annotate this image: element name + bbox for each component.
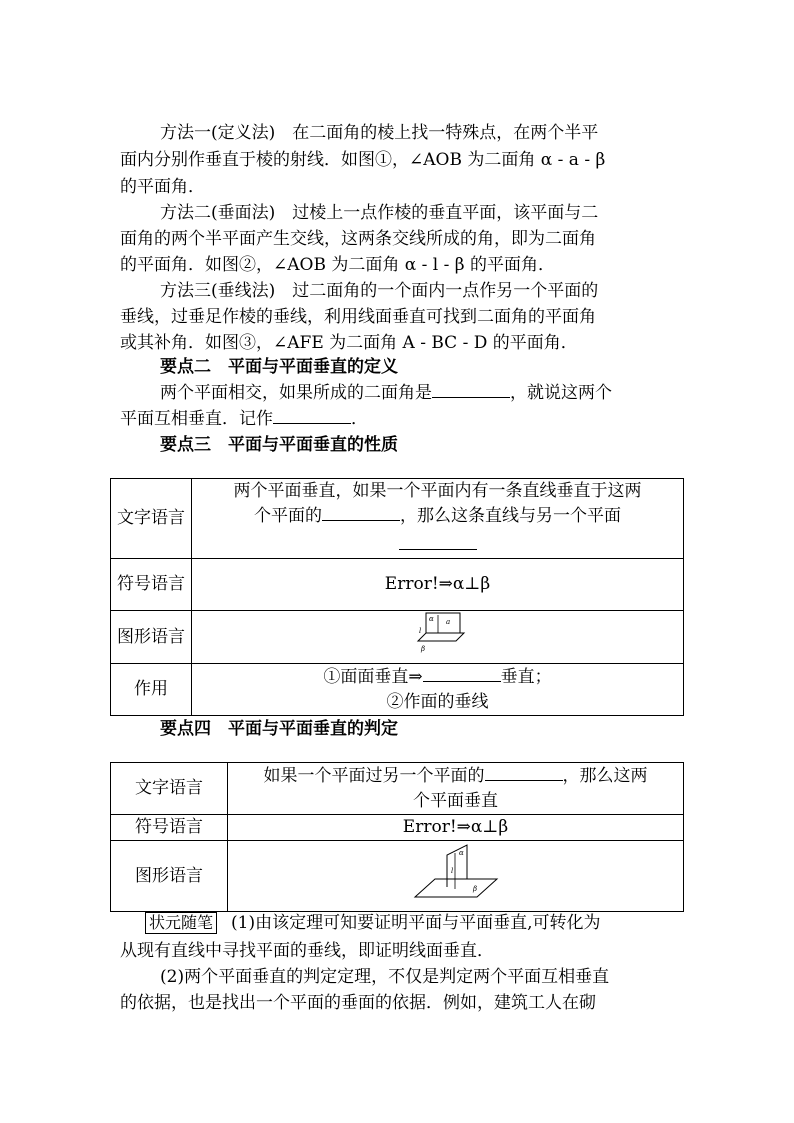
note-line4: 的依据，也是找出一个平面的垂面的依据．例如，建筑工人在砌 [120,993,596,1013]
row-label: 符号语言 [111,559,192,611]
criterion-planes-figure [411,841,501,903]
method3-line1: 方法三(垂线法) 过二面角的一个面内一点作另一个平面的 [160,281,599,301]
table-row [111,479,684,559]
method3-line3: 或其补角．如图③，∠AFE 为二面角 A - BC - D 的平面角． [120,333,578,353]
answer-blank[interactable] [322,504,400,521]
answer-blank[interactable] [273,407,351,424]
table-row [111,611,684,664]
table-row [111,559,684,611]
method1-line2: 面内分别作垂直于棱的射线．如图①，∠AOB 为二面角 α - a - β [120,150,606,170]
svg-text:β: β [420,645,425,653]
note-line2: 从现有直线中寻找平面的垂线，即证明线面垂直． [120,941,494,961]
row-content: 两个平面垂直，如果一个平面内有一条直线垂直于这两 个平面的 ，那么这条直线与另一个平面 [192,479,684,559]
answer-blank[interactable] [423,665,501,682]
method2-line1: 方法二(垂面法) 过棱上一点作棱的垂直平面，该平面与二 [160,203,599,223]
method2-line3: 的平面角．如图②，∠AOB 为二面角 α - l - β 的平面角． [120,255,556,275]
point2-heading: 要点二 平面与平面垂直的定义 [160,357,398,377]
row-label: 文字语言 [111,763,228,815]
svg-text:α: α [428,615,434,623]
svg-text:α: α [458,849,464,857]
table-row [111,664,684,716]
row-content: Error!⇒α⊥β [228,815,684,841]
row-figure [228,841,684,912]
method2-line2: 面角的两个半平面产生交线，这两条交线所成的角，即为二面角 [120,229,596,249]
table-row [111,841,684,912]
svg-text:l: l [450,867,453,875]
method1-line3: 的平面角． [120,177,205,197]
svg-text:β: β [472,885,477,893]
answer-blank[interactable] [432,381,510,398]
criterion-table [110,762,684,912]
table-row [111,815,684,841]
row-label: 文字语言 [111,479,192,559]
method3-line2: 垂线，过垂足作棱的垂线，利用线面垂直可找到二面角的平面角 [120,307,596,327]
row-content: Error!⇒α⊥β [192,559,684,611]
property-table [110,478,684,716]
answer-blank[interactable] [485,764,563,781]
row-label: 符号语言 [111,815,228,841]
row-figure [192,611,684,664]
svg-text:a: a [445,618,450,626]
row-label: 图形语言 [111,841,228,912]
row-content: ①面面垂直⇒ 垂直； ②作面的垂线 [192,664,684,716]
point4-heading: 要点四 平面与平面垂直的判定 [160,719,398,739]
point2-line2: 平面互相垂直．记作 ． [120,409,368,429]
point3-heading: 要点三 平面与平面垂直的性质 [160,435,398,455]
table-row [111,763,684,815]
method1-line1: 方法一(定义法) 在二面角的棱上找一特殊点，在两个半平 [160,123,599,143]
row-label: 图形语言 [111,611,192,664]
perpendicular-planes-figure [408,611,468,655]
point2-line1: 两个平面相交，如果所成的二面角是 ，就说这两个 [160,383,612,403]
row-label: 作用 [111,664,192,716]
note-line3: (2)两个平面垂直的判定定理，不仅是判定两个平面互相垂直 [160,967,610,987]
row-content: 如果一个平面过另一个平面的 ，那么这两 个平面垂直 [228,763,684,815]
answer-blank[interactable] [399,533,477,550]
note-line1: 状元随笔 (1)由该定理可知要证明平面与平面垂直,可转化为 [145,910,685,936]
note-tag: 状元随笔 [145,912,217,934]
svg-text:l: l [418,627,421,635]
